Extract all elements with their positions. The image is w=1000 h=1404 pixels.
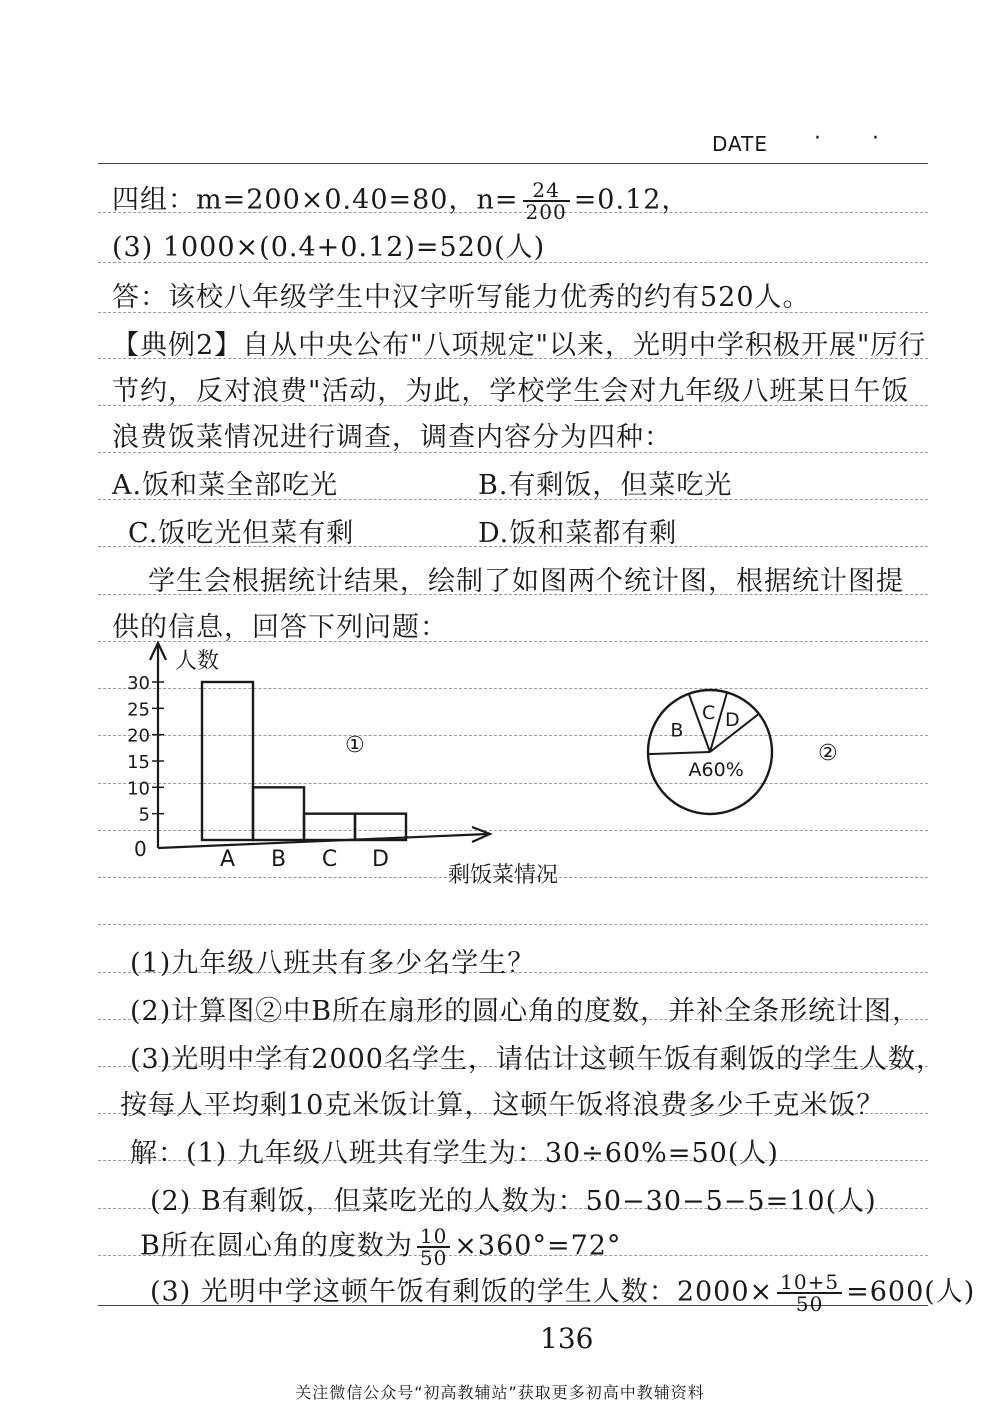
pie-chart [648, 690, 838, 814]
pie-label-B: B [670, 719, 684, 742]
y-tick-label: 30 [127, 673, 150, 694]
bar-C [304, 814, 355, 840]
line-group-four: 四组：m=200×0.40=80，n= $\frac{24}{200}$ =0.12， [112, 178, 690, 224]
pie-slice-edge-B [648, 752, 710, 754]
solution-2-angle: B所在圆心角的度数为 $\frac{10}{50}$ ×360°=72° [140, 1224, 622, 1270]
question-1: (1)九年级八班共有多少名学生？ [130, 948, 536, 979]
option-a: A.饭和菜全部吃光 [112, 470, 339, 501]
solution-2: (2) B有剩饭，但菜吃光的人数为：50−30−5−5=10(人) [150, 1186, 877, 1217]
fraction: $\frac{10}{50}$ [417, 1226, 450, 1268]
bar-chart [127, 643, 558, 888]
y-tick-label: 5 [138, 804, 150, 826]
question-3: (3)光明中学有2000名学生，请估计这顿午饭有剩饭的学生人数， [130, 1044, 944, 1075]
bar-label-D: D [372, 847, 389, 872]
line-answer: 答：该校八年级学生中汉字听写能力优秀的约有520人。 [112, 282, 811, 313]
line-part3: (3) 1000×(0.4+0.12)=520(人) [112, 232, 546, 263]
y-tick-label: 15 [127, 752, 150, 773]
question-2: (2)计算图②中B所在扇形的圆心角的度数，并补全条形统计图， [130, 996, 921, 1027]
y-tick-label: 20 [127, 725, 150, 747]
solution-1: 解：(1) 九年级八班共有学生为：30÷60%=50(人) [130, 1138, 779, 1169]
bar-label-B: B [270, 847, 287, 872]
y-tick-label: 10 [127, 778, 150, 800]
y-axis-label: 人数 [175, 649, 220, 674]
page-number: 136 [540, 1322, 594, 1355]
bar-B [253, 787, 304, 840]
date-label: DATE [712, 132, 769, 156]
fraction: $\frac{10+5}{50}$ [777, 1272, 842, 1314]
y-tick-label: 25 [127, 699, 150, 721]
line-example-title: 【典例2】自从中央公布"八项规定"以来，光明中学积极开展"厉行 [112, 330, 927, 361]
option-b: B.有剩饭，但菜吃光 [478, 470, 733, 501]
chart-2-marker: ② [818, 741, 838, 766]
origin-label: 0 [134, 837, 147, 861]
line-example-3: 浪费饭菜情况进行调查，调查内容分为四种： [112, 422, 672, 453]
date-dots: · · [814, 126, 901, 151]
line-example-2: 节约，反对浪费"活动，为此，学校学生会对九年级八班某日午饭 [112, 376, 910, 407]
pie-label-C: C [701, 702, 716, 725]
footer-note: 关注微信公众号“初高教辅站”获取更多初高中教辅资料 [295, 1383, 705, 1402]
line-instruction-2: 供的信息，回答下列问题： [112, 612, 448, 643]
line-instruction-1: 学生会根据统计结果，绘制了如图两个统计图，根据统计图提 [148, 566, 904, 597]
fraction: $\frac{24}{200}$ [523, 180, 570, 222]
bars [202, 682, 406, 840]
solution-3: (3) 光明中学这顿午饭有剩饭的学生人数：2000× $\frac{10+5}{50}$ =600(人) [150, 1270, 976, 1316]
bar-A [202, 682, 253, 840]
bar-label-C: C [321, 847, 338, 872]
chart-1-marker: ① [345, 733, 365, 758]
pie-label-D: D [725, 708, 740, 731]
bar-labels [220, 847, 389, 872]
question-4: 按每人平均剩10克米饭计算，这顿午饭将浪费多少千克米饭？ [120, 1090, 885, 1121]
bar-D [355, 814, 406, 840]
x-axis-label: 剩饭菜情况 [448, 863, 559, 888]
bar-label-A: A [219, 847, 236, 872]
option-d: D.饭和菜都有剩 [478, 518, 678, 549]
option-c: C.饭吃光但菜有剩 [128, 518, 355, 549]
pie-label-A: A60% [688, 758, 744, 781]
